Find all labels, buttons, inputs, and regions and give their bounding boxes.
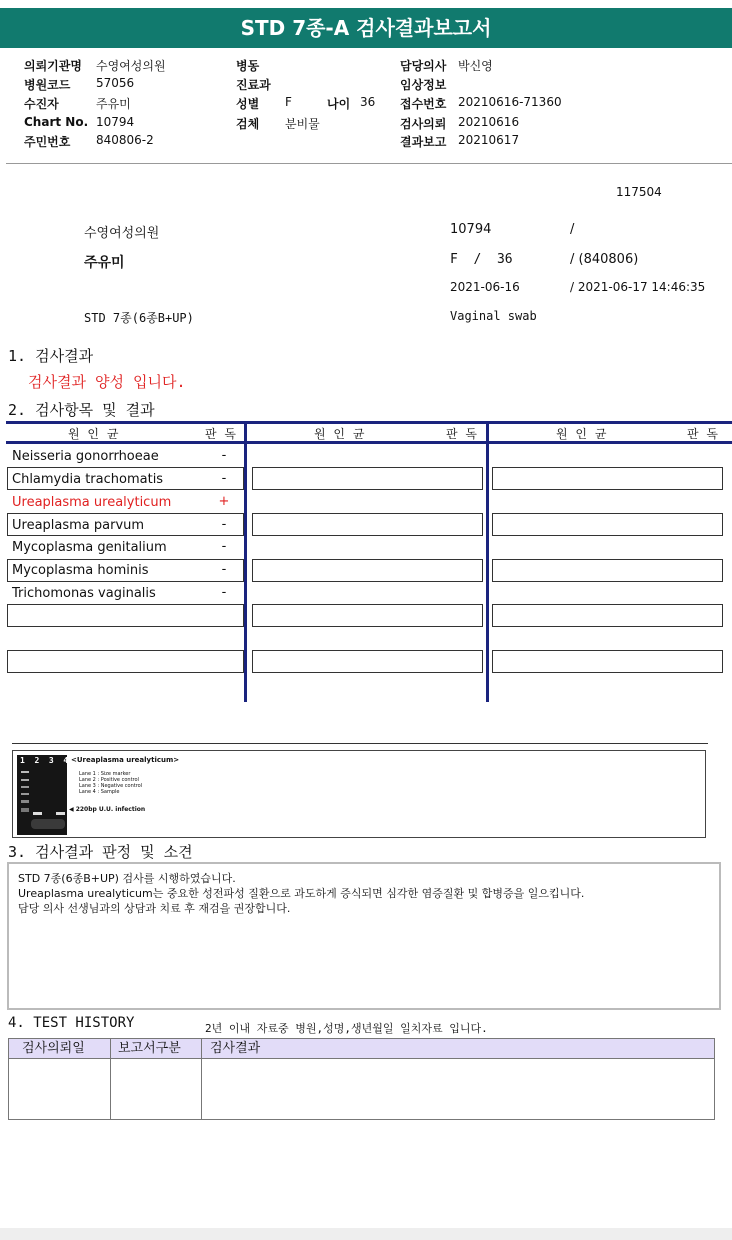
gel-top-rule: [12, 743, 708, 744]
row-box: [7, 604, 244, 627]
pathogen-result: -: [221, 562, 227, 577]
report-code: 117504: [616, 185, 662, 199]
row-box: [7, 650, 244, 673]
specimen-label: 검체: [236, 117, 260, 131]
gel-caption-title: <Ureaplasma urealyticum>: [71, 756, 180, 764]
history-col-result: 검사결과: [210, 1041, 261, 1056]
chart-label: Chart No.: [24, 115, 89, 129]
table-divider-2: [486, 421, 489, 702]
result-summary: 검사결과 양성 입니다.: [28, 373, 186, 391]
table-top-rule: [6, 421, 732, 424]
row-box: [492, 650, 723, 673]
age-label: 나이: [327, 97, 351, 111]
institution-label: 의뢰기관명: [24, 59, 82, 73]
doctor-value: 박신영: [458, 59, 493, 73]
history-col-divider: [110, 1038, 111, 1120]
marker-band: [21, 779, 29, 781]
row-box: [492, 467, 723, 490]
header-divider: [6, 163, 732, 164]
resident-value: 840806-2: [96, 133, 154, 147]
history-note: 2년 이내 자료중 병원,성명,생년월일 일치자료 입니다.: [205, 1022, 488, 1035]
opinion-text: [18, 871, 584, 916]
institution-value: 수영여성의원: [96, 59, 166, 73]
info-chart: 10794: [450, 222, 492, 237]
hospital-code-value: 57056: [96, 76, 135, 90]
sex-value: F: [285, 95, 292, 109]
pathogen-name: Mycoplasma hominis: [12, 563, 149, 578]
section2-title: 2. 검사항목 및 결과: [8, 401, 155, 419]
info-birth: / (840806): [570, 252, 639, 267]
opinion-line: 담당 의사 선생님과의 상담과 치료 후 재검을 권장합니다.: [18, 902, 291, 915]
history-col-divider: [201, 1038, 202, 1120]
gel-legend-item: Lane 3 : Negative control: [79, 783, 143, 789]
ward-label: 병동: [236, 59, 260, 73]
resident-label: 주민번호: [24, 135, 71, 149]
row-box: [252, 604, 483, 627]
patient-value: 주유미: [96, 97, 131, 111]
arrow-left-icon: ◀: [69, 806, 76, 813]
history-col-type: 보고서구분: [118, 1041, 181, 1056]
receipt-value: 20210616-71360: [458, 95, 562, 109]
primer-dimer-glow: [31, 819, 65, 829]
row-box: [252, 559, 483, 582]
doctor-label: 담당의사: [400, 59, 447, 73]
receipt-label: 접수번호: [400, 97, 447, 111]
report-title: STD 7종-A 검사결과보고서: [0, 8, 732, 48]
report-date-value: 20210617: [458, 133, 520, 147]
gel-legend-item: Lane 2 : Positive control: [79, 777, 139, 783]
marker-band: [21, 786, 29, 788]
pathogen-name-positive: Ureaplasma urealyticum: [12, 495, 172, 510]
row-box: [492, 559, 723, 582]
sample-band: [56, 812, 65, 815]
specimen-value: 분비물: [285, 117, 320, 131]
gel-figure: [12, 750, 706, 838]
pathogen-result: -: [221, 517, 227, 532]
row-box: [252, 513, 483, 536]
opinion-line: STD 7종(6종B+UP) 검사를 시행하였습니다.: [18, 872, 236, 885]
row-box: [492, 604, 723, 627]
col-result-1: 판 독: [205, 427, 238, 441]
marker-band: [21, 800, 29, 803]
pathogen-name: Mycoplasma genitalium: [12, 540, 167, 555]
history-header-row: [8, 1038, 715, 1059]
pathogen-result: -: [221, 585, 227, 600]
footer-bar: [0, 1228, 732, 1240]
sex-label: 성별: [236, 97, 260, 111]
row-box: [252, 650, 483, 673]
gel-band-label: ◀ 220bp U.U. infection: [69, 806, 146, 813]
col-result-2: 판 독: [446, 427, 479, 441]
positive-control-band: [33, 812, 42, 815]
info-date-report: / 2021-06-17 14:46:35: [570, 280, 706, 294]
info-slash: /: [570, 222, 575, 237]
marker-band: [21, 808, 29, 812]
hospital-code-label: 병원코드: [24, 78, 71, 92]
row-box: [492, 513, 723, 536]
col-pathogen-1: 원 인 균: [68, 427, 121, 441]
gel-legend: [79, 771, 142, 795]
history-body: [8, 1058, 715, 1120]
pathogen-result-positive: +: [218, 494, 230, 509]
marker-band: [21, 771, 29, 773]
pathogen-name: Neisseria gonorrhoeae: [12, 449, 159, 464]
opinion-line: Ureaplasma urealyticum는 중요한 성전파성 질환으로 과도하게 증식되면 심각한 염증질환 및 합병증을 일으킵니다.: [18, 887, 585, 900]
history-col-date: 검사의뢰일: [22, 1041, 85, 1056]
section1-title: 1. 검사결과: [8, 347, 94, 365]
clinical-label: 임상정보: [400, 78, 447, 92]
info-test-name: STD 7종(6종B+UP): [84, 311, 194, 325]
department-label: 진료과: [236, 78, 271, 92]
gel-legend-item: Lane 1 : Size marker: [79, 771, 131, 777]
report-date-label: 결과보고: [400, 135, 447, 149]
gel-image: [17, 755, 67, 835]
section3-title: 3. 검사결과 판정 및 소견: [8, 843, 193, 861]
col-pathogen-3: 원 인 균: [556, 427, 609, 441]
row-box: [252, 467, 483, 490]
request-label: 검사의뢰: [400, 117, 447, 131]
pathogen-result: -: [221, 539, 227, 554]
pathogen-name: Ureaplasma parvum: [12, 518, 145, 533]
info-name: 주유미: [84, 255, 125, 271]
gel-legend-item: Lane 4 : Sample: [79, 789, 120, 795]
info-specimen: Vaginal swab: [450, 309, 537, 323]
request-value: 20210616: [458, 115, 520, 129]
info-date-request: 2021-06-16: [450, 280, 520, 294]
pathogen-result: -: [221, 448, 227, 463]
section4-title: 4. TEST HISTORY: [8, 1015, 135, 1031]
col-result-3: 판 독: [687, 427, 720, 441]
pathogen-name: Trichomonas vaginalis: [12, 586, 156, 601]
info-sex-age: F / 36: [450, 252, 513, 267]
gel-lane-numbers: 1 2 3 4: [20, 756, 69, 765]
table-divider-1: [244, 421, 247, 702]
marker-band: [21, 793, 29, 795]
pathogen-result: -: [221, 471, 227, 486]
opinion-box: [7, 862, 721, 1010]
chart-value: 10794: [96, 115, 135, 129]
col-pathogen-2: 원 인 균: [314, 427, 367, 441]
patient-label: 수진자: [24, 97, 59, 111]
info-clinic: 수영여성의원: [84, 226, 160, 241]
age-value: 36: [360, 95, 376, 109]
pathogen-name: Chlamydia trachomatis: [12, 472, 164, 487]
